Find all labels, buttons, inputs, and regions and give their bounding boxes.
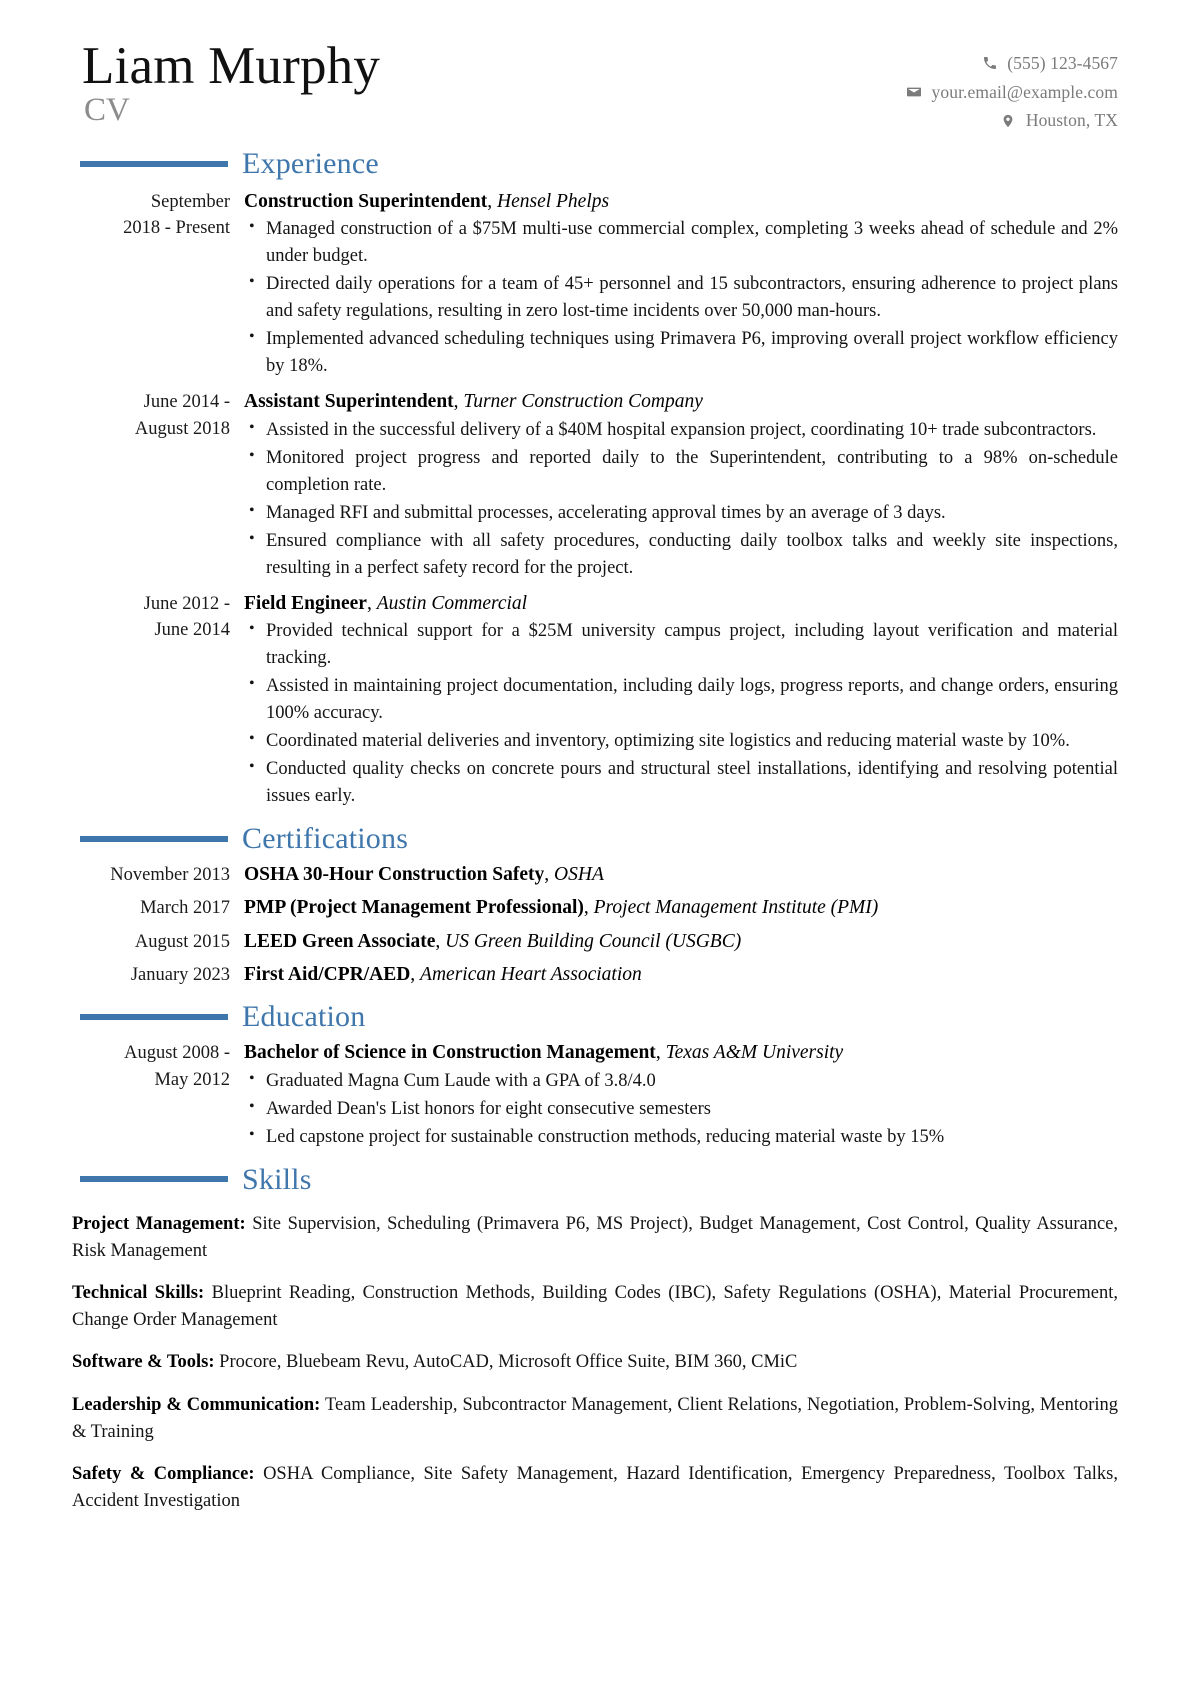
entry-date: [72, 189, 244, 242]
section-title-certifications: Certifications: [242, 822, 409, 855]
skill-group-label: Software & Tools:: [72, 1352, 215, 1373]
document-subtitle: CV: [84, 92, 130, 129]
list-item: • Managed construction of a $75M multi-use commercial complex, completing 3 weeks ahead of schedule and 2% under budget.: [244, 216, 1118, 270]
list-item: • Assisted in maintaining project documentation, including daily logs, progress reports, and change orders, ensuring 100% accuracy.: [244, 673, 1118, 727]
list-item: • Provided technical support for a $25M university campus project, including layout verification and material tracking.: [244, 618, 1118, 672]
entry-date-line2: August 2018: [134, 418, 230, 439]
entry-date-line2: 2018 - Present: [123, 218, 230, 239]
institution-name: Texas A&M University: [665, 1042, 844, 1064]
entry-date: August 2015: [134, 931, 230, 952]
list-item: • Ensured compliance with all safety procedures, conducting daily toolbox talks and weekly site inspections, resulting in a perfect safety record for the project.: [244, 528, 1118, 582]
contact-location: Houston, TX: [1025, 110, 1118, 131]
contact-phone: (555) 123-4567: [1007, 53, 1118, 73]
experience-entry: [72, 591, 1118, 810]
list-item: • Awarded Dean's List honors for eight consecutive semesters: [244, 1096, 1118, 1123]
entry-date: [72, 591, 244, 644]
entry-role: Field Engineer: [244, 592, 367, 614]
entry-company: Hensel Phelps: [497, 191, 610, 213]
list-item: • Implemented advanced scheduling techniques using Primavera P6, improving overall project workflow efficiency by 18%.: [244, 326, 1118, 380]
list-item: • Managed RFI and submittal processes, accelerating approval times by an average of 3 days.: [244, 500, 1118, 527]
certification-entry: [72, 962, 1118, 988]
list-item: • Assisted in the successful delivery of a $40M hospital expansion project, coordinating 10+ trade subcontractors.: [244, 417, 1118, 444]
certification-entry: [72, 862, 1118, 888]
entry-date-line1: June 2012 -: [143, 593, 230, 614]
entry-heading: LEED Green Associate, US Green Building Council (USGBC): [244, 930, 742, 952]
list-item: • Directed daily operations for a team of 45+ personnel and 15 subcontractors, ensuring adherence to project plans and safety regulations, resulting in zero lost-time incidents over 50,000 man-hours.: [244, 271, 1118, 325]
entry-date: March 2017: [140, 898, 230, 919]
education-entry: [72, 1040, 1118, 1150]
entry-heading: First Aid/CPR/AED, American Heart Association: [244, 963, 642, 985]
list-item: • Led capstone project for sustainable construction methods, reducing material waste by 15%: [244, 1124, 1118, 1151]
skill-group-value: OSHA Compliance, Site Safety Management, Hazard Identification, Emergency Preparedness, Toolbox Talks, Accident Investigation: [72, 1463, 1118, 1512]
section-title-skills: Skills: [242, 1162, 312, 1196]
list-item: • Coordinated material deliveries and inventory, optimizing site logistics and reducing material waste by 10%.: [244, 728, 1118, 755]
skill-group: [72, 1392, 1118, 1446]
section-header-certifications: [72, 822, 1118, 855]
entry-date: November 2013: [110, 865, 230, 885]
entry-company: Austin Commercial: [376, 592, 528, 614]
entry-date-line2: May 2012: [154, 1069, 230, 1090]
entry-heading: Construction Superintendent, Hensel Phelps: [244, 191, 610, 213]
entry-company: Turner Construction Company: [463, 391, 703, 413]
page-title: Liam Murphy: [82, 37, 381, 95]
skill-group: [72, 1349, 1118, 1376]
cv-header: [72, 38, 1118, 135]
entry-bullet-list: [244, 618, 1118, 810]
list-item: • Conducted quality checks on concrete pours and structural steel installations, identifying and resolving potential issues early.: [244, 756, 1118, 810]
entry-heading: Field Engineer, Austin Commercial: [244, 592, 528, 614]
certification-name: First Aid/CPR/AED: [244, 963, 411, 985]
map-pin-icon: [1000, 112, 1017, 129]
certification-name: PMP (Project Management Professional): [244, 897, 584, 919]
entry-bullet-list: [244, 216, 1118, 380]
entry-heading: PMP (Project Management Professional), Project Management Institute (PMI): [244, 897, 879, 919]
section-title-education: Education: [242, 1000, 366, 1034]
section-rule: [80, 1176, 228, 1182]
section-title-experience: Experience: [242, 147, 379, 181]
entry-date-line1: June 2014 -: [143, 392, 230, 413]
skill-group-value: Team Leadership, Subcontractor Management, Client Relations, Negotiation, Problem-Solving, Mentoring & Training: [72, 1394, 1119, 1442]
header-identity: [72, 38, 380, 129]
skill-group-value: Procore, Bluebeam Revu, AutoCAD, Microsoft Office Suite, BIM 360, CMiC: [219, 1352, 798, 1373]
skill-group-value: Site Supervision, Scheduling (Primavera P6, MS Project), Budget Management, Cost Control, Quality Assurance, Risk Management: [72, 1213, 1119, 1261]
certification-name: LEED Green Associate: [244, 930, 436, 952]
certification-issuer: US Green Building Council (USGBC): [445, 930, 742, 952]
entry-bullet-list: [244, 1068, 1118, 1151]
section-header-skills: [72, 1163, 1118, 1196]
entry-date: [72, 1040, 244, 1093]
entry-date-line1: September: [150, 192, 230, 213]
certification-issuer: American Heart Association: [420, 963, 642, 985]
contact-email: your.email@example.com: [931, 81, 1118, 102]
entry-role: Construction Superintendent: [244, 191, 488, 213]
skill-group: [72, 1280, 1118, 1334]
section-rule: [80, 1014, 228, 1020]
degree-name: Bachelor of Science in Construction Management: [244, 1042, 656, 1064]
section-header-experience: [72, 147, 1118, 180]
certification-issuer: Project Management Institute (PMI): [593, 897, 879, 919]
contact-phone-row: [906, 49, 1118, 78]
entry-role: Assistant Superintendent: [244, 391, 454, 413]
experience-entry: [72, 189, 1118, 380]
skill-group-value: Blueprint Reading, Construction Methods, Building Codes (IBC), Safety Regulations (OSHA), Material Procurement, Change Order Management: [72, 1282, 1118, 1331]
contact-email-row: [906, 78, 1118, 107]
section-rule: [80, 161, 228, 167]
skill-group-label: Technical Skills:: [72, 1282, 205, 1303]
entry-heading: Assistant Superintendent, Turner Construction Company: [244, 391, 703, 413]
list-item: • Monitored project progress and reported daily to the Superintendent, contributing to a 98% on-schedule completion rate.: [244, 445, 1118, 499]
envelope-icon: [906, 84, 923, 101]
certification-issuer: OSHA: [554, 864, 604, 885]
certification-entry: [72, 929, 1118, 955]
skill-group: [72, 1461, 1118, 1515]
entry-date: January 2023: [130, 964, 230, 985]
certification-entry: [72, 895, 1118, 921]
entry-heading: OSHA 30-Hour Construction Safety, OSHA: [244, 864, 604, 885]
entry-date-line2: June 2014: [154, 619, 230, 640]
section-rule: [80, 836, 228, 842]
section-header-education: [72, 1000, 1118, 1033]
list-item: • Graduated Magna Cum Laude with a GPA of 3.8/4.0: [244, 1068, 1118, 1095]
phone-icon: [981, 55, 998, 72]
contact-location-row: [906, 106, 1118, 135]
skill-group-label: Leadership & Communication:: [72, 1394, 321, 1415]
skill-group: [72, 1211, 1118, 1265]
certification-name: OSHA 30-Hour Construction Safety: [244, 864, 545, 885]
contact-block: [906, 38, 1118, 135]
entry-bullet-list: [244, 417, 1118, 582]
entry-date: [72, 389, 244, 442]
entry-heading: Bachelor of Science in Construction Management, Texas A&M University: [244, 1042, 844, 1064]
skill-group-label: Safety & Compliance:: [72, 1463, 255, 1484]
entry-date-line1: August 2008 -: [124, 1043, 230, 1064]
experience-entry: [72, 389, 1118, 581]
skill-group-label: Project Management:: [72, 1213, 246, 1234]
